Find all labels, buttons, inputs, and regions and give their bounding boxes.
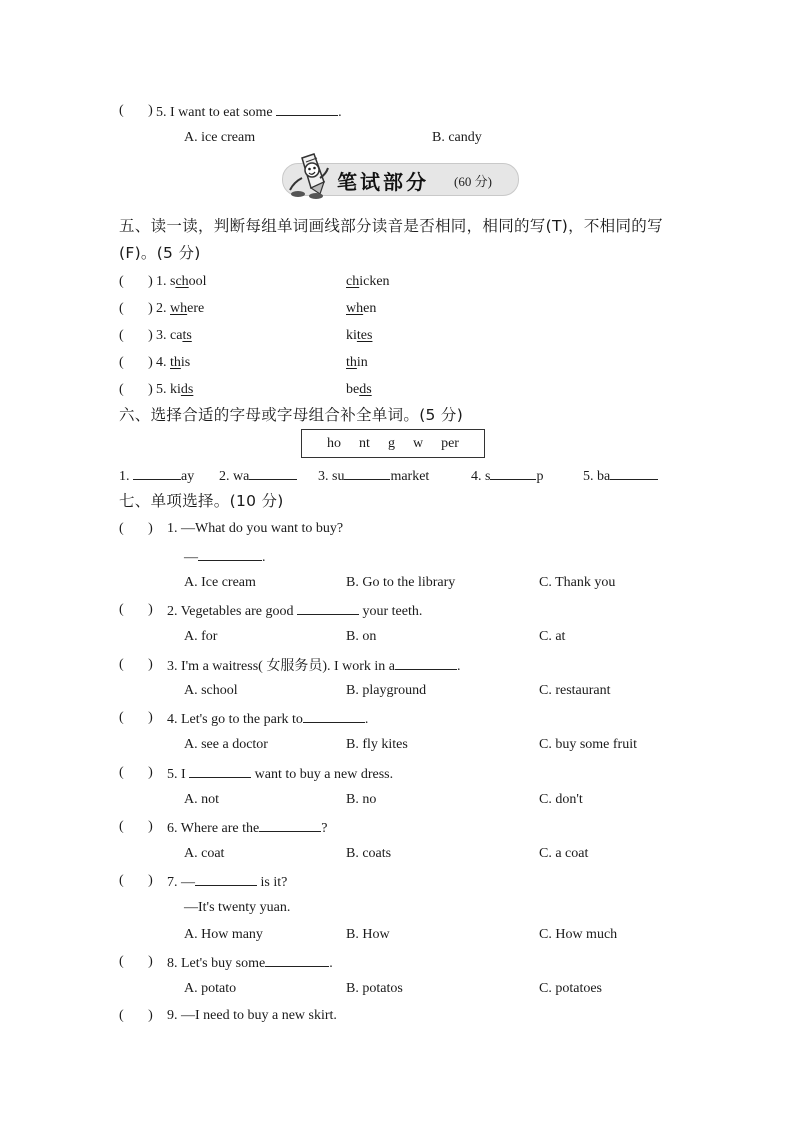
answer-paren[interactable]: ( ): [119, 954, 153, 969]
underlined-part: ch: [346, 274, 360, 289]
answer-blank[interactable]: [195, 872, 257, 886]
underlined-part: ds: [180, 382, 194, 397]
section-banner: [272, 150, 522, 202]
question-text: 4. Let's go to the park to .: [167, 709, 368, 729]
option-a[interactable]: A. see a doctor: [184, 737, 268, 752]
option-a[interactable]: A. ice cream: [184, 130, 256, 145]
word-1: 1. school: [156, 274, 207, 289]
answer-blank[interactable]: [249, 466, 297, 480]
answer-paren[interactable]: ( ): [119, 873, 153, 888]
word-2: chicken: [346, 274, 390, 289]
answer-blank[interactable]: [395, 656, 457, 670]
letter-option: per: [441, 435, 459, 451]
fill-word-4: 4. s p: [471, 466, 543, 486]
fill-word-1: 1. ay: [119, 466, 194, 486]
fill-word-2: 2. wa: [219, 466, 297, 486]
word-2: thin: [346, 355, 368, 370]
option-b[interactable]: B. Go to the library: [346, 575, 456, 590]
section-5-title-line1: 五、读一读，判断每组单词画线部分读音是否相同，相同的写(T)，不相同的写: [119, 217, 663, 235]
answer-paren[interactable]: ( ): [119, 602, 153, 617]
question-text: 9. —I need to buy a new skirt.: [167, 1008, 337, 1023]
option-c[interactable]: C. restaurant: [539, 683, 611, 698]
word-1: 3. cats: [156, 328, 192, 343]
word-1: 2. where: [156, 301, 205, 316]
section-5-title-line2: (F)。(5 分): [119, 244, 201, 262]
answer-blank[interactable]: [198, 547, 262, 561]
banner-score: (60 分): [454, 174, 492, 189]
answer-paren[interactable]: ( ): [119, 301, 153, 316]
word-1: 4. this: [156, 355, 191, 370]
underlined-part: tes: [356, 328, 373, 343]
answer-paren[interactable]: ( ): [119, 103, 153, 118]
answer-paren[interactable]: ( ): [119, 328, 153, 343]
question-text: 7. — is it?: [167, 872, 287, 892]
option-a[interactable]: A. potato: [184, 981, 237, 996]
answer-blank[interactable]: [265, 953, 329, 967]
option-a[interactable]: A. Ice cream: [184, 575, 256, 590]
answer-blank[interactable]: [490, 466, 536, 480]
pencil-mascot-icon: [284, 152, 334, 200]
option-a[interactable]: A. not: [184, 792, 219, 807]
word-1: 5. kids: [156, 382, 194, 397]
letter-option: ho: [327, 435, 342, 451]
letter-bank-box: [301, 429, 485, 458]
option-b[interactable]: B. playground: [346, 683, 427, 698]
question-text: 6. Where are the ?: [167, 818, 327, 838]
question-text: 5. I want to eat some .: [156, 102, 342, 122]
option-a[interactable]: A. coat: [184, 846, 225, 861]
option-b[interactable]: B. no: [346, 792, 377, 807]
answer-blank[interactable]: [133, 466, 181, 480]
underlined-part: ch: [175, 274, 189, 289]
answer-paren[interactable]: ( ): [119, 382, 153, 397]
option-c[interactable]: C. potatoes: [539, 981, 602, 996]
option-a[interactable]: A. for: [184, 629, 218, 644]
letter-option: g: [387, 435, 395, 451]
option-c[interactable]: C. a coat: [539, 846, 589, 861]
question-text: 5. I want to buy a new dress.: [167, 764, 393, 784]
option-c[interactable]: C. don't: [539, 792, 583, 807]
word-2: beds: [346, 382, 372, 397]
underlined-part: wh: [346, 301, 364, 316]
option-b[interactable]: B. coats: [346, 846, 392, 861]
fill-word-3: 3. su market: [318, 466, 429, 486]
banner-title: 笔试部分: [337, 170, 429, 194]
answer-paren[interactable]: ( ): [119, 710, 153, 725]
answer-paren[interactable]: ( ): [119, 521, 153, 536]
option-b[interactable]: B. on: [346, 629, 377, 644]
answer-blank[interactable]: [189, 764, 251, 778]
question-text: 3. I'm a waitress( 女服务员). I work in a .: [167, 656, 461, 676]
option-b[interactable]: B. fly kites: [346, 737, 408, 752]
question-text: 1. —What do you want to buy?: [167, 521, 344, 536]
option-c[interactable]: C. buy some fruit: [539, 737, 637, 752]
option-c[interactable]: C. How much: [539, 927, 618, 942]
underlined-part: th: [170, 355, 181, 370]
answer-paren[interactable]: ( ): [119, 657, 153, 672]
fill-word-5: 5. ba: [583, 466, 658, 486]
underlined-part: th: [346, 355, 357, 370]
question-text: 2. Vegetables are good your teeth.: [167, 601, 422, 621]
option-c[interactable]: C. Thank you: [539, 575, 616, 590]
answer-paren[interactable]: ( ): [119, 1008, 153, 1023]
option-b[interactable]: B. How: [346, 927, 390, 942]
option-a[interactable]: A. How many: [184, 927, 263, 942]
underlined-part: wh: [170, 301, 188, 316]
word-2: when: [346, 301, 377, 316]
mc-q7-line2: —It's twenty yuan.: [184, 900, 291, 915]
letter-option: nt: [359, 435, 370, 451]
answer-paren[interactable]: ( ): [119, 355, 153, 370]
word-2: kites: [346, 328, 373, 343]
answer-blank[interactable]: [276, 102, 338, 116]
option-b[interactable]: B. candy: [432, 130, 482, 145]
question-text: 8. Let's buy some .: [167, 953, 333, 973]
answer-blank[interactable]: [297, 601, 359, 615]
option-b[interactable]: B. potatos: [346, 981, 403, 996]
mc-q1-answer-line: — .: [184, 547, 266, 567]
answer-blank[interactable]: [259, 818, 321, 832]
answer-paren[interactable]: ( ): [119, 819, 153, 834]
answer-blank[interactable]: [610, 466, 658, 480]
option-c[interactable]: C. at: [539, 629, 566, 644]
option-a[interactable]: A. school: [184, 683, 238, 698]
underlined-part: ts: [182, 328, 192, 343]
underlined-part: ds: [359, 382, 372, 397]
answer-blank[interactable]: [344, 466, 390, 480]
answer-blank[interactable]: [303, 709, 365, 723]
letter-option: w: [412, 435, 424, 451]
answer-paren[interactable]: ( ): [119, 274, 153, 289]
answer-paren[interactable]: ( ): [119, 765, 153, 780]
section-6-title: 六、选择合适的字母或字母组合补全单词。(5 分): [119, 406, 464, 424]
section-7-title: 七、单项选择。(10 分): [119, 492, 284, 510]
